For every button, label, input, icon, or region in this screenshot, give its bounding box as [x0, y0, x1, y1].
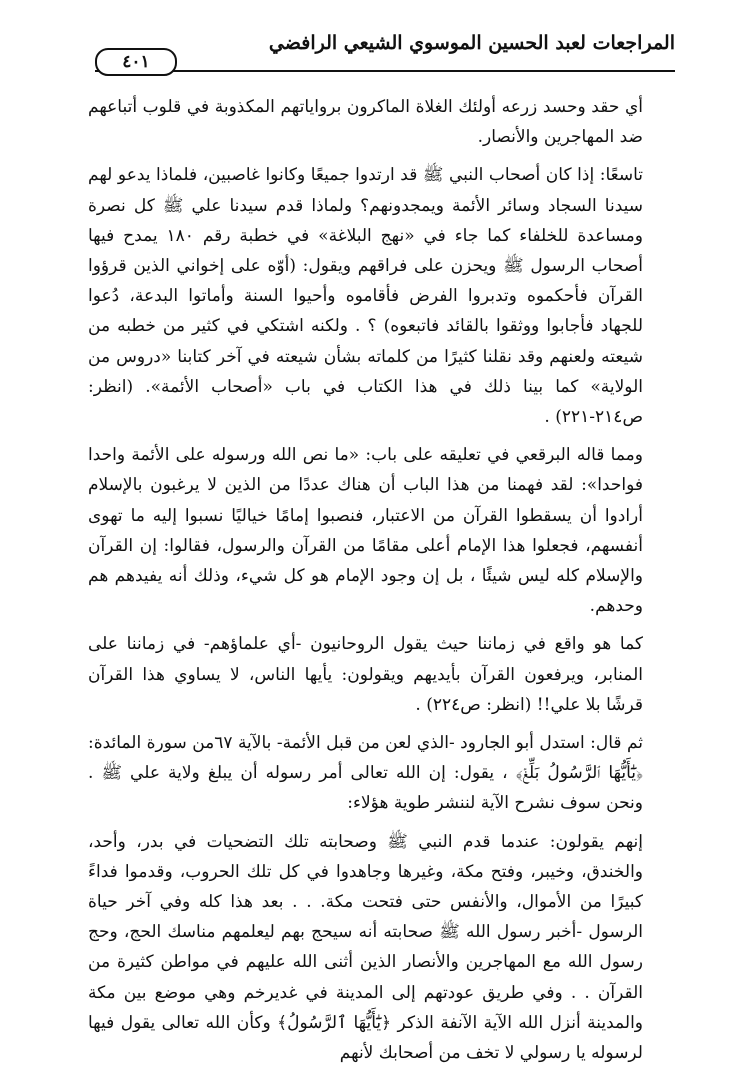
paragraph: ومما قاله البرقعي في تعليقه على باب: «ما نص الله ورسوله على الأئمة واحدا فواحدا»: لقد فهمنا من هذا الباب أن هناك عددًا من الذين لا يرغبون بالإسلام أرادوا أن يسقطوا القرآن من الاعتبار، فنصبوا إمامًا خياليًا نسبوا إليه ما تهوى أنفسهم، فجعلوا هذا الإمام أعلى مقامًا من القرآن والرسول، فقالوا: إن القرآن والإسلام كله ليس شيئًا ، بل إن وجود الإمام هو كل شيء، وذلك أنه يفيدهم هم وحدهم.: [88, 445, 643, 617]
paragraph: ثم قال: استدل أبو الجارود -الذي لعن من قبل الأئمة- بالآية ٦٧من سورة المائدة: ﴿يَٰٓأَيُّهَا ٱلرَّسُولُ بَلِّغۡ﴾ ، يقول: إن الله تعالى أمر رسوله أن يبلغ ولاية علي ﷺ . ونحن سوف نشرح الآية لننشر طوية هؤلاء:: [88, 733, 643, 814]
header-rule: [95, 70, 675, 72]
paragraph: إنهم يقولون: عندما قدم النبي ﷺ وصحابته تلك التضحيات في بدر، وأحد، والخندق، وخيبر، وفتح مكة، وغيرها وجاهدوا في كل تلك الحروب، وقدموا فداءً كبيرًا من الأموال، والأنفس حتى فتحت مكة. . . بعد هذا كله وفي آخر حياة الرسول -أخبر رسول الله ﷺ صحابته أنه سيحج بهم ليعلمهم مناسك الحج، وحج رسول الله مع المهاجرين والأنصار الذين أثنى الله عليهم في مواطن كثيرة من القرآن . . وفي طريق عودتهم إلى المدينة في غديرخم وهي موضع بين مكة والمدينة أنزل الله الآية الآنفة الذكر ﴿يَٰٓأَيُّهَا ٱلرَّسُولُ﴾ وكأن الله تعالى يقول فيها لرسوله يا رسولي لا تخف من أصحابك لأنهم: [88, 831, 643, 1064]
paragraph: كما هو واقع في زماننا حيث يقول الروحانيون -أي علماؤهم- في زماننا على المنابر، ويرفعون القرآن بأيديهم ويقولون: يأيها الناس، لا يساوي هذا القرآن قرشًا بلا علي!! (انظر: ص٢٢٤) .: [88, 634, 643, 715]
page-number-badge: ٤٠١: [95, 48, 177, 76]
running-title: المراجعات لعبد الحسين الموسوي الشيعي الرافضي: [268, 32, 675, 54]
paragraph: تاسعًا: إذا كان أصحاب النبي ﷺ قد ارتدوا جميعًا وكانوا غاصبين، فلماذا يدعو لهم سيدنا السجاد وسائر الأئمة ويمجدونهم؟ ولماذا قدم سيدنا علي ﷺ كل نصرة ومساعدة للخلفاء كما جاء في «نهج البلاغة» في خطبة رقم ١٨٠ يمدح فيها أصحاب الرسول ﷺ ويحزن على فراقهم ويقول: (أوّه على إخواني الذين قرؤوا القرآن فأحكموه وتدبروا الفرض فأقاموه وأحيوا السنة وأماتوا البدعة، دُعوا للجهاد فأجابوا ووثقوا بالقائد فاتبعوه) ؟ . ولكنه اشتكي في كثير من خطبه من شيعته ولعنهم وقد نقلنا كثيرًا من كلماته بشأن شيعته في آخر كتابنا «دروس من الولاية» كما بينا ذلك في هذا الكتاب في باب «أصحاب الأئمة». (انظر: ص٢١٤-٢٢١) .: [88, 165, 643, 428]
paragraph: أي حقد وحسد زرعه أولئك الغلاة الماكرون برواياتهم المكذوبة في قلوب أتباعهم ضد المهاجرين والأنصار.: [88, 97, 643, 148]
page-header: [95, 30, 675, 70]
page-body: [88, 92, 643, 1068]
